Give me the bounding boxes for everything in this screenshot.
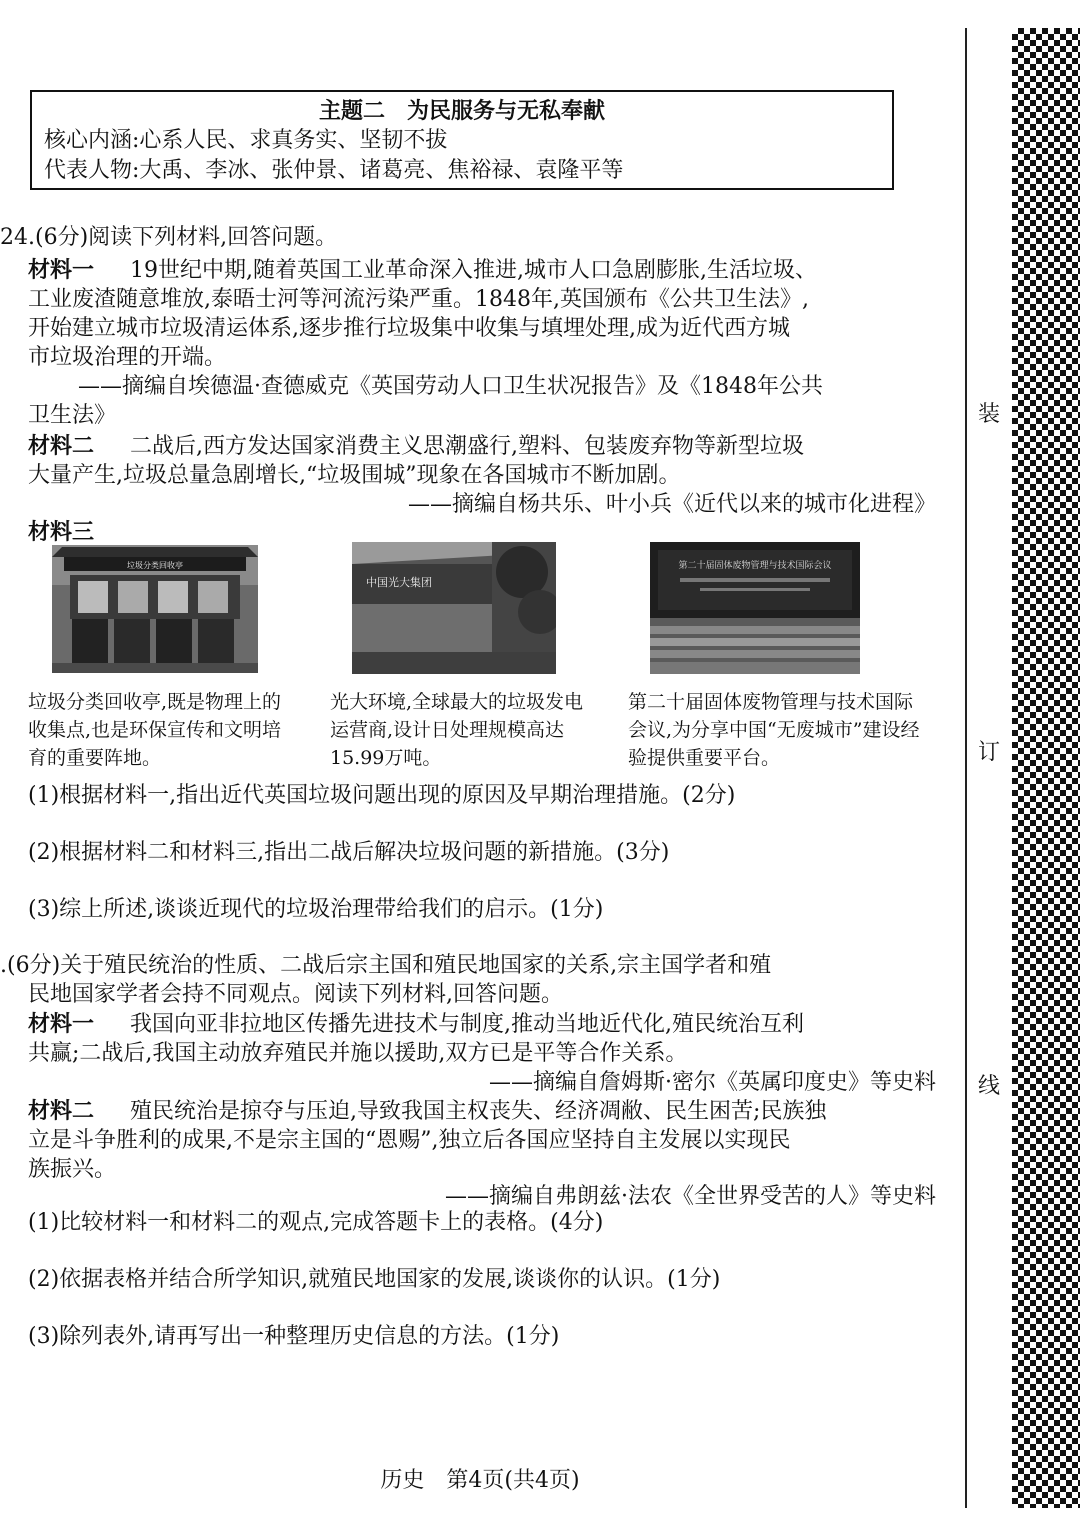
q24-m1-source: ——摘编自埃德温·查德威克《英国劳动人口卫生状况报告》及《1848年公共 bbox=[78, 374, 823, 399]
q24-m1-line2: 工业废渣随意堆放,泰晤士河等河流污染严重。1848年,英国颁布《公共卫生法》, bbox=[28, 287, 809, 312]
q25-head-line1: .(6分)关于殖民统治的性质、二战后宗主国和殖民地国家的关系,宗主国学者和殖 bbox=[0, 953, 772, 978]
photo2-caption: 光大环境,全球最大的垃圾发电运营商,设计日处理规模高达15.99万吨。 bbox=[330, 691, 584, 769]
security-pattern-strip bbox=[1012, 28, 1080, 1508]
theme-core: 核心内涵:心系人民、求真务实、坚韧不拔 bbox=[44, 128, 448, 153]
q24-sub1: (1)根据材料一,指出近代英国垃圾问题出现的原因及早期治理措施。(2分) bbox=[28, 783, 736, 808]
q24-sub2: (2)根据材料二和材料三,指出二战后解决垃圾问题的新措施。(3分) bbox=[28, 840, 670, 865]
binding-char-zhuang: 装 bbox=[977, 402, 1000, 427]
q25-m1-line2: 共赢;二战后,我国主动放弃殖民并施以援助,双方已是平等合作关系。 bbox=[28, 1041, 688, 1066]
q25-head-line2: 民地国家学者会持不同观点。阅读下列材料,回答问题。 bbox=[28, 982, 563, 1007]
conference-photo bbox=[650, 542, 860, 674]
binding-line bbox=[965, 28, 967, 1508]
theme-people: 代表人物:大禹、李冰、张仲景、诸葛亮、焦裕禄、袁隆平等 bbox=[44, 158, 624, 183]
q25-m2-line2: 立是斗争胜利的成果,不是宗主国的“恩赐”,独立后各国应坚持自主发展以实现民 bbox=[28, 1128, 791, 1153]
q24-head: 24.(6分)阅读下列材料,回答问题。 bbox=[0, 225, 338, 250]
q25-m2-line3: 族振兴。 bbox=[28, 1157, 117, 1182]
theme-box bbox=[30, 90, 894, 190]
photo3-caption: 第二十届固体废物管理与技术国际会议,为分享中国“无废城市”建设经验提供重要平台。 bbox=[628, 691, 920, 769]
q24-m3-label: 材料三 bbox=[28, 520, 95, 545]
q25-m1-source: ——摘编自詹姆斯·密尔《英属印度史》等史料 bbox=[489, 1070, 936, 1095]
q24-m2-line1: 二战后,西方发达国家消费主义思潮盛行,塑料、包装废弃物等新型垃圾 bbox=[130, 434, 804, 459]
q25-sub1: (1)比较材料一和材料二的观点,完成答题卡上的表格。(4分) bbox=[28, 1210, 604, 1235]
q24-m1-line4: 市垃圾治理的开端。 bbox=[28, 345, 227, 370]
photo2-sign: 中国光大集团 bbox=[366, 576, 432, 589]
q25-sub3: (3)除列表外,请再写出一种整理历史信息的方法。(1分) bbox=[28, 1324, 560, 1349]
q24-m1-source-cont: 卫生法》 bbox=[28, 403, 117, 428]
page-footer: 历史 第4页(共4页) bbox=[380, 1468, 580, 1493]
q24-m2-line2: 大量产生,垃圾总量急剧增长,“垃圾围城”现象在各国城市不断加剧。 bbox=[28, 463, 681, 488]
recycling-kiosk-photo bbox=[52, 545, 258, 673]
q24-m1-line3: 开始建立城市垃圾清运体系,逐步推行垃圾集中收集与填埋处理,成为近代西方城 bbox=[28, 316, 790, 341]
q24-m1-line1: 19世纪中期,随着英国工业革命深入推进,城市人口急剧膨胀,生活垃圾、 bbox=[130, 258, 817, 283]
photo1-caption: 垃圾分类回收亭,既是物理上的收集点,也是环保宣传和文明培育的重要阵地。 bbox=[28, 691, 282, 769]
q24-m1-label: 材料一 bbox=[28, 258, 95, 283]
q25-m2-line1: 殖民统治是掠夺与压迫,导致我国主权丧失、经济凋敝、民生困苦;民族独 bbox=[130, 1099, 827, 1124]
binding-char-xian: 线 bbox=[977, 1074, 1000, 1099]
photo1-sign: 垃圾分类回收亭 bbox=[127, 561, 183, 570]
q24-m2-source: ——摘编自杨共乐、叶小兵《近代以来的城市化进程》 bbox=[407, 492, 936, 517]
q25-m1-line1: 我国向亚非拉地区传播先进技术与制度,推动当地近代化,殖民统治互利 bbox=[130, 1012, 804, 1037]
everbright-building-photo bbox=[352, 542, 556, 674]
q24-m2-label: 材料二 bbox=[28, 434, 95, 459]
binding-char-ding: 订 bbox=[977, 740, 1000, 765]
q25-sub2: (2)依据表格并结合所学知识,就殖民地国家的发展,谈谈你的认识。(1分) bbox=[28, 1267, 721, 1292]
photo3-sign: 第二十届固体废物管理与技术国际会议 bbox=[678, 561, 832, 571]
q25-m1-label: 材料一 bbox=[28, 1012, 95, 1037]
q25-m2-source: ——摘编自弗朗兹·法农《全世界受苦的人》等史料 bbox=[445, 1184, 936, 1209]
q24-sub3: (3)综上所述,谈谈近现代的垃圾治理带给我们的启示。(1分) bbox=[28, 897, 604, 922]
theme-title: 主题二 为民服务与无私奉献 bbox=[318, 98, 605, 124]
q25-m2-label: 材料二 bbox=[28, 1099, 95, 1124]
